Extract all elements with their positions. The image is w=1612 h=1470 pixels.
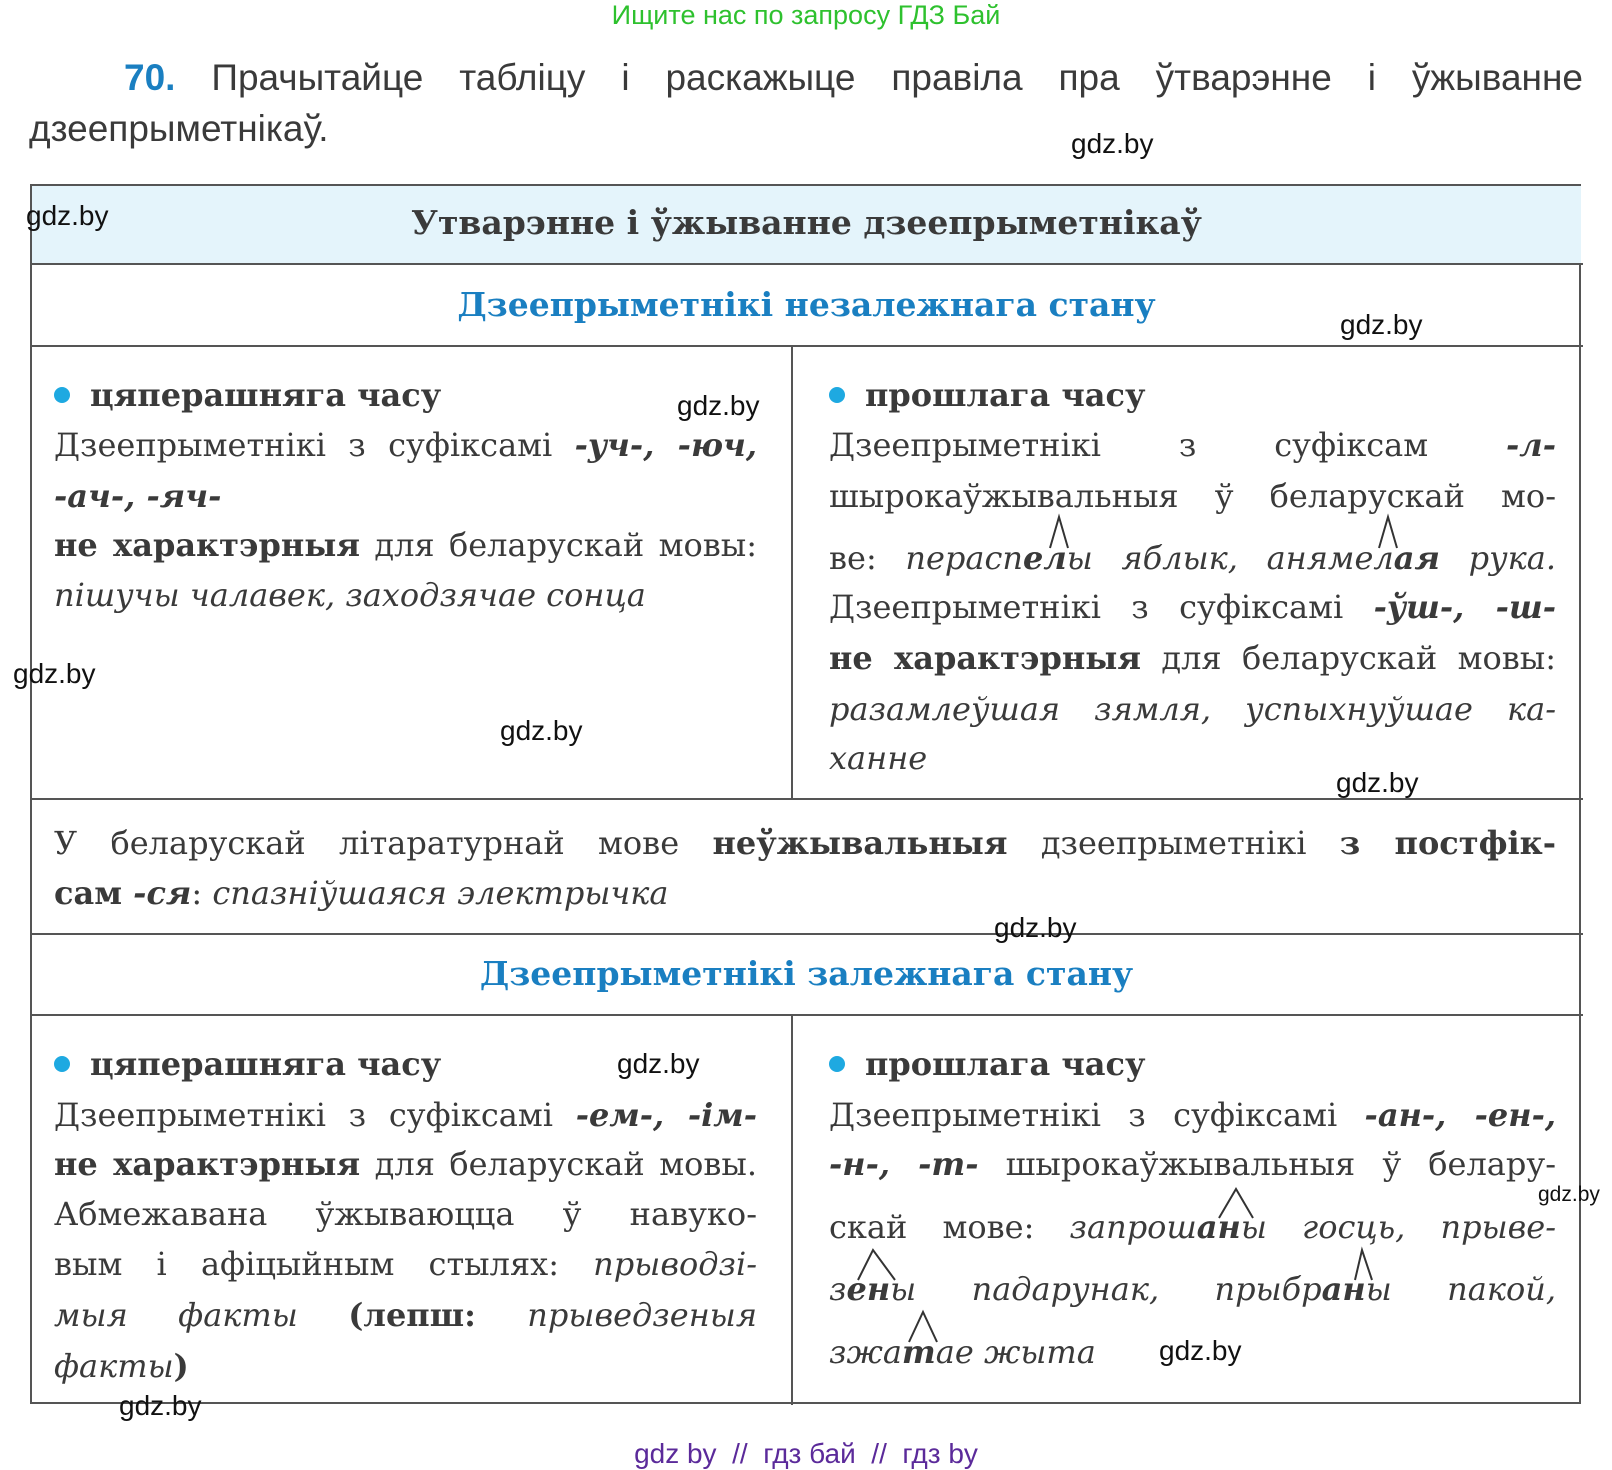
text-segment: для беларускай мовы: [1140, 639, 1556, 677]
text-segment: скай мове: [829, 1208, 1070, 1246]
watermark: gdz.by [1340, 309, 1423, 340]
text-segment: ы госць, прыве- [1240, 1208, 1557, 1246]
text-segment: шырокаўжывальныя ў белару- [978, 1145, 1557, 1183]
text-segment: шырокаўжывальныя ў беларускай мо- [829, 477, 1556, 515]
text-segment: запрош [1069, 1208, 1197, 1246]
text-segment: дзеепрыметнікі [1007, 824, 1340, 862]
text-segment: : [191, 874, 213, 912]
text-segment: -ся [133, 874, 192, 912]
watermark: gdz.by [119, 1390, 202, 1421]
exercise-prompt-line2: дзеепрыметнікаў. [29, 108, 329, 149]
text-segment: -ем-, -ім- [575, 1096, 758, 1134]
text-segment: з постфік- [1339, 824, 1556, 862]
suffix-mark-icon [858, 1250, 895, 1280]
text-segment: ханне [829, 739, 928, 777]
suffix-mark-icon [1355, 1250, 1372, 1280]
text-segment: не характэрныя [54, 526, 360, 564]
text-segment: -ўш-, -ш- [1373, 588, 1557, 626]
footer-links: gdz by // гдз бай // гдз by [634, 1438, 978, 1469]
text-segment: -уч-, -юч, [574, 426, 758, 464]
exercise-text: Прачытайце табліцу і раскажыце правіла пра ўтварэнне і ўжыванне [211, 57, 1583, 98]
text-segment: (лепш: [348, 1296, 528, 1334]
exercise-number: 70. [124, 57, 176, 98]
text-segment: з [829, 1270, 847, 1308]
text-segment: вым і афіцыйным стылях: [54, 1245, 594, 1283]
text-segment: рука. [1439, 539, 1557, 577]
suffix-mark-icon [1219, 1189, 1253, 1218]
text-segment: не характэрныя [54, 1145, 361, 1183]
cell-heading: прошлага часу [865, 1045, 1146, 1083]
text-segment: -н-, -т- [829, 1145, 979, 1183]
text-segment: не характэрныя [829, 639, 1141, 677]
watermark: gdz.by [1159, 1335, 1242, 1366]
text-segment: Дзеепрыметнікі з суфіксамі [829, 1096, 1365, 1134]
text-segment: ) [173, 1347, 189, 1385]
text-segment: Дзеепрыметнікі з суфіксамі [54, 1096, 576, 1134]
search-banner: Ищите нас по запросу ГДЗ Бай [611, 0, 1001, 30]
text-segment: ы яблык, анямел [1066, 539, 1394, 577]
watermark: gdz.by [500, 715, 583, 746]
text-segment: -л- [1506, 426, 1556, 464]
text-segment: ен [846, 1270, 891, 1308]
watermark: gdz.by [13, 658, 96, 689]
text-segment: спазніўшаяся электрычка [212, 874, 669, 912]
cell-heading: цяперашняга часу [90, 376, 442, 414]
text-segment: сам [54, 874, 134, 912]
text-segment: -ач-, -яч- [54, 477, 222, 515]
text-segment: разамлеўшая зямля, успыхнуўшае ка- [829, 690, 1556, 728]
text-segment: ве: [829, 539, 906, 577]
text-segment: -ан-, -ен-, [1364, 1096, 1556, 1134]
watermark: gdz.by [1336, 767, 1419, 798]
text-segment: ы падарунак, прыбр [890, 1270, 1322, 1308]
text-segment: Дзеепрыметнікі з суфіксамі [829, 588, 1374, 626]
watermark: gdz.by [1071, 128, 1154, 159]
suffix-mark-icon [1050, 517, 1068, 548]
text-segment: У беларускай літаратурнай мове [54, 824, 713, 862]
text-segment: мыя факты [54, 1296, 349, 1334]
section-title-passive: Дзеепрыметнікі залежнага стану [479, 954, 1134, 993]
cell-heading: прошлага часу [865, 376, 1146, 414]
text-segment: для беларускай мовы. [360, 1145, 758, 1183]
watermark: gdz.by [617, 1048, 700, 1079]
text-segment: Дзеепрыметнікі з суфіксам [829, 426, 1507, 464]
watermark: gdz.by [1538, 1183, 1600, 1206]
text-segment: неўжывальныя [712, 824, 1008, 862]
text-segment: Абмежавана ўжываюцца ў навуко- [54, 1195, 757, 1233]
table-title: Утварэнне і ўжыванне дзеепрыметнікаў [411, 203, 1202, 242]
text-segment: пішучы чалавек, заходзячае сонца [54, 576, 646, 614]
text-segment: факты [54, 1347, 174, 1385]
text-segment: ел [1023, 539, 1067, 577]
text-segment: ае жыта [935, 1333, 1096, 1371]
text-segment: ы пакой, [1365, 1270, 1556, 1308]
suffix-mark-icon [1379, 517, 1397, 548]
text-segment: ан [1196, 1208, 1241, 1246]
text-segment: ан [1321, 1270, 1366, 1308]
cell-heading: цяперашняга часу [90, 1045, 442, 1083]
watermark: gdz.by [26, 200, 109, 231]
text-segment: Дзеепрыметнікі з суфіксамі [54, 426, 575, 464]
text-segment: перасп [905, 539, 1024, 577]
text-segment: для беларускай мовы: [359, 526, 757, 564]
text-segment: т [901, 1333, 936, 1371]
section-title-active: Дзеепрыметнікі незалежнага стану [457, 285, 1156, 324]
text-segment: ая [1393, 539, 1440, 577]
watermark: gdz.by [994, 912, 1077, 943]
suffix-mark-icon [909, 1312, 937, 1342]
text-segment: прыводзі- [593, 1245, 757, 1283]
text-segment: прыведзеныя [527, 1296, 758, 1334]
text-segment: зжа [829, 1333, 902, 1371]
watermark: gdz.by [677, 390, 760, 421]
